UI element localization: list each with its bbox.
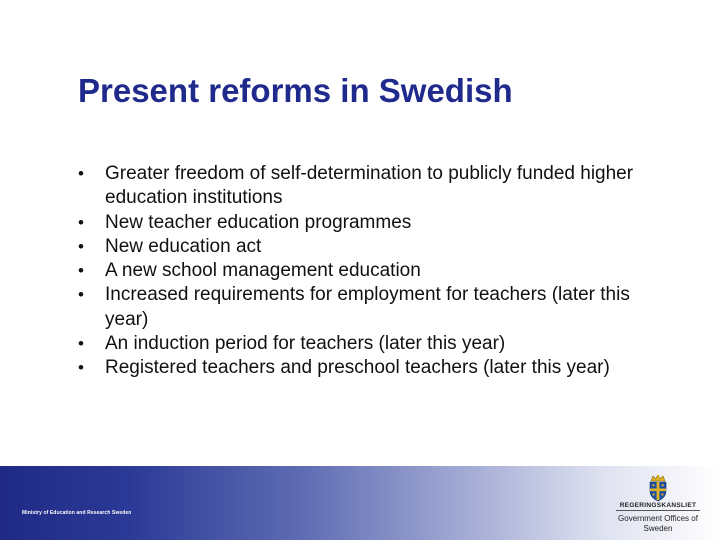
bullet-text: New education act [105,235,262,257]
bullet-item [78,283,678,332]
bullet-list [78,162,678,381]
footer-band [0,466,720,540]
bullet-icon: • [78,261,84,281]
bullet-icon: • [78,334,84,354]
slide-title: Present reforms in Swedish [78,72,513,109]
ministry-label: Ministry of Education and Research Sweden [22,510,132,516]
bullet-item [78,259,678,283]
bullet-icon: • [78,285,84,305]
bullet-icon: • [78,212,84,232]
bullet-text: Greater freedom of self-determination to publicly funded higher education institutions [105,163,634,209]
bullet-text: Registered teachers and preschool teachers (later this year) [105,357,610,379]
bullet-text: New teacher education programmes [105,211,412,233]
bullet-item [78,211,678,235]
crown-crest-icon [645,474,671,502]
logo-caption: Government Offices of Sweden [618,514,698,533]
bullet-item [78,235,678,259]
bullet-item [78,332,678,356]
bullet-icon: • [78,164,84,183]
logo-wordmark: REGERINGSKANSLIET [616,502,700,511]
bullet-icon: • [78,236,84,256]
bullet-icon: • [78,358,84,378]
bullet-item [78,356,678,380]
bullet-text: Increased requirements for employment for teachers (later this year) [105,284,630,330]
government-logo [616,472,700,538]
bullet-text: A new school management education [105,260,421,282]
bullet-item [78,162,678,211]
bullet-text: An induction period for teachers (later this year) [105,333,506,355]
